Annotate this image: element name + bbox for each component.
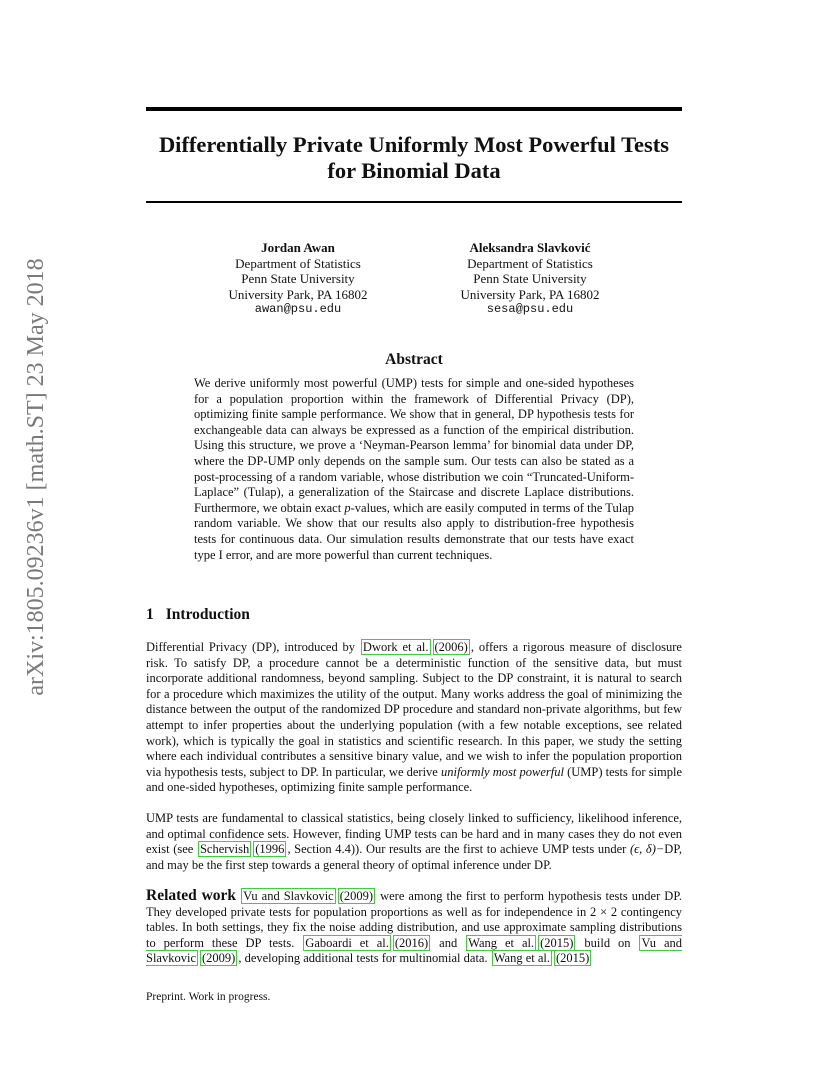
arxiv-identifier-stamp: arXiv:1805.09236v1 [math.ST] 23 May 2018 bbox=[23, 258, 49, 696]
citation-author: Schervish bbox=[199, 842, 250, 857]
author-block bbox=[146, 240, 682, 320]
paragraph-text: were among the first to perform hypothesis tests under DP. They developed private tests for population proportions as well as for independence in 2 × 2 contingency tables. In both settings, they fix the noise adding distribution, and use approximate sampling distributions to perform these DP tests. bbox=[146, 889, 683, 950]
citation-link[interactable] bbox=[241, 888, 336, 904]
citation-year-link[interactable] bbox=[433, 639, 470, 655]
citation-author: Vu and Slavkovic bbox=[243, 889, 334, 903]
author-department: Department of Statistics bbox=[467, 255, 593, 271]
citation-year: (2015) bbox=[540, 935, 574, 950]
citation-year: (1996 bbox=[255, 842, 285, 857]
citation-author: Gaboardi et al. bbox=[305, 935, 389, 950]
citation-link[interactable] bbox=[303, 935, 391, 951]
paragraph-text: (UMP) tests for simple and one-sided hypotheses, optimizing finite sample performance. bbox=[146, 764, 683, 795]
paper-title bbox=[146, 132, 682, 184]
abstract-heading: Abstract bbox=[385, 351, 443, 368]
citation-author: Vu and Slavkovic bbox=[146, 935, 683, 966]
paragraph-text: , offers a rigorous measure of disclosure risk. To satisfy DP, a procedure cannot be a deterministic function of the sensitive data, but must incorporate additional randomness, beyond sampling. Subject to the DP constraint, it is natural to search for a procedure which maximizes the utility of the output. Many works address the goal of minimizing the distance between the output of the randomized DP procedure and standard non-private algorithms, but few attempt to infer properties about the underlying population (with a few notable exceptions, see related work), which is typically the goal in statistics and scientific research. In this paper, we study the setting where each individual contributes a sensitive binary value, and we wish to infer the population proportion via hypothesis tests, subject to DP. In particular, we derive bbox=[146, 640, 682, 779]
paragraph-text: and bbox=[439, 935, 458, 950]
author-name: Jordan Awan bbox=[261, 240, 335, 255]
citation-year: (2009) bbox=[339, 889, 374, 903]
citation-year-link[interactable] bbox=[338, 888, 375, 904]
paragraph-text: , developing additional tests for multinomial data. bbox=[238, 951, 488, 966]
author-location: University Park, PA 16802 bbox=[460, 286, 600, 302]
author-2 bbox=[420, 240, 640, 318]
author-department: Department of Statistics bbox=[235, 255, 361, 271]
author-location: University Park, PA 16802 bbox=[228, 286, 368, 302]
author-1 bbox=[188, 240, 408, 318]
math-expression: (ϵ, δ)− bbox=[629, 842, 665, 857]
title-line-1: Differentially Private Uniformly Most Powerful Tests bbox=[158, 132, 670, 157]
section-number: 1 bbox=[146, 606, 154, 623]
paragraph-text: Differential Privacy (DP), introduced by bbox=[146, 640, 356, 654]
citation-year-link[interactable] bbox=[253, 841, 286, 857]
citation-year-link[interactable] bbox=[554, 950, 591, 966]
paragraph-text: DP, and may be the first step towards a general theory of optimal inference under DP. bbox=[146, 842, 683, 872]
author-name: Aleksandra Slavković bbox=[469, 240, 591, 255]
citation-author: Wang et al. bbox=[493, 951, 550, 966]
author-university: Penn State University bbox=[473, 271, 587, 286]
citation-year: (2015) bbox=[555, 951, 590, 966]
related-work-paragraph bbox=[146, 888, 682, 967]
citation-year: (2009) bbox=[202, 951, 236, 966]
citation-year: (2016) bbox=[394, 935, 429, 950]
citation-link[interactable] bbox=[466, 935, 536, 951]
preprint-footer: Preprint. Work in progress. bbox=[146, 991, 271, 1003]
citation-link[interactable] bbox=[198, 841, 251, 857]
citation-year-link[interactable] bbox=[393, 935, 430, 951]
citation-author: Wang et al. bbox=[468, 935, 535, 950]
title-top-rule bbox=[146, 107, 682, 111]
abstract-p-variable: p bbox=[344, 500, 351, 515]
author-university: Penn State University bbox=[241, 271, 355, 286]
author-email[interactable]: awan@psu.edu bbox=[254, 302, 342, 316]
paragraph-heading: Related work bbox=[146, 887, 237, 904]
citation-year-link[interactable] bbox=[538, 935, 575, 951]
title-bottom-rule bbox=[146, 201, 682, 203]
paragraph-text: build on bbox=[584, 935, 631, 950]
paragraph-text: , Section 4.4)). Our results are the first to achieve UMP tests under bbox=[287, 842, 627, 857]
abstract-text bbox=[194, 376, 634, 563]
intro-paragraph-2 bbox=[146, 811, 682, 873]
citation-link[interactable] bbox=[492, 950, 552, 966]
intro-paragraph-1 bbox=[146, 640, 682, 796]
section-title: Introduction bbox=[165, 606, 250, 623]
abstract-text-part-a: We derive uniformly most powerful (UMP) tests for simple and one-sided hypotheses for a population proportion within the framework of Differential Privacy (DP), optimizing finite sample performance. We show that in general, DP hypothesis tests for exchangeable data can always be expressed as a function of the empirical distribution. Using this structure, we prove a ‘Neyman-Pearson lemma’ for binomial data under DP, where the DP-UMP only depends on the sample sum. Our tests can also be stated as a post-processing of a random variable, whose distribution we coin “Truncated-Uniform-Laplace” (Tulap), a generalization of the Staircase and discrete Laplace distributions. Furthermore, we obtain exact bbox=[194, 376, 634, 515]
author-email[interactable]: sesa@psu.edu bbox=[486, 302, 574, 316]
title-line-2: for Binomial Data bbox=[327, 158, 501, 183]
section-heading-introduction bbox=[146, 606, 250, 624]
abstract-text-part-b: -values, which are easily computed in terms of the Tulap random variable. We show that our results also apply to distribution-free hypothesis tests for continuous data. Our simulation results demonstrate that our tests have exact type I error, and are more powerful than current techniques. bbox=[194, 500, 634, 562]
paragraph-text: UMP tests are fundamental to classical statistics, being closely linked to sufficiency, likelihood inference, and optimal confidence sets. However, finding UMP tests can be hard and in many cases they do not even exist (see bbox=[146, 811, 682, 857]
citation-year: (2006) bbox=[434, 640, 468, 654]
citation-link[interactable] bbox=[361, 639, 431, 655]
emphasized-text: uniformly most powerful bbox=[441, 764, 564, 779]
citation-year-link[interactable] bbox=[200, 950, 237, 966]
citation-author: Dwork et al. bbox=[362, 640, 429, 654]
